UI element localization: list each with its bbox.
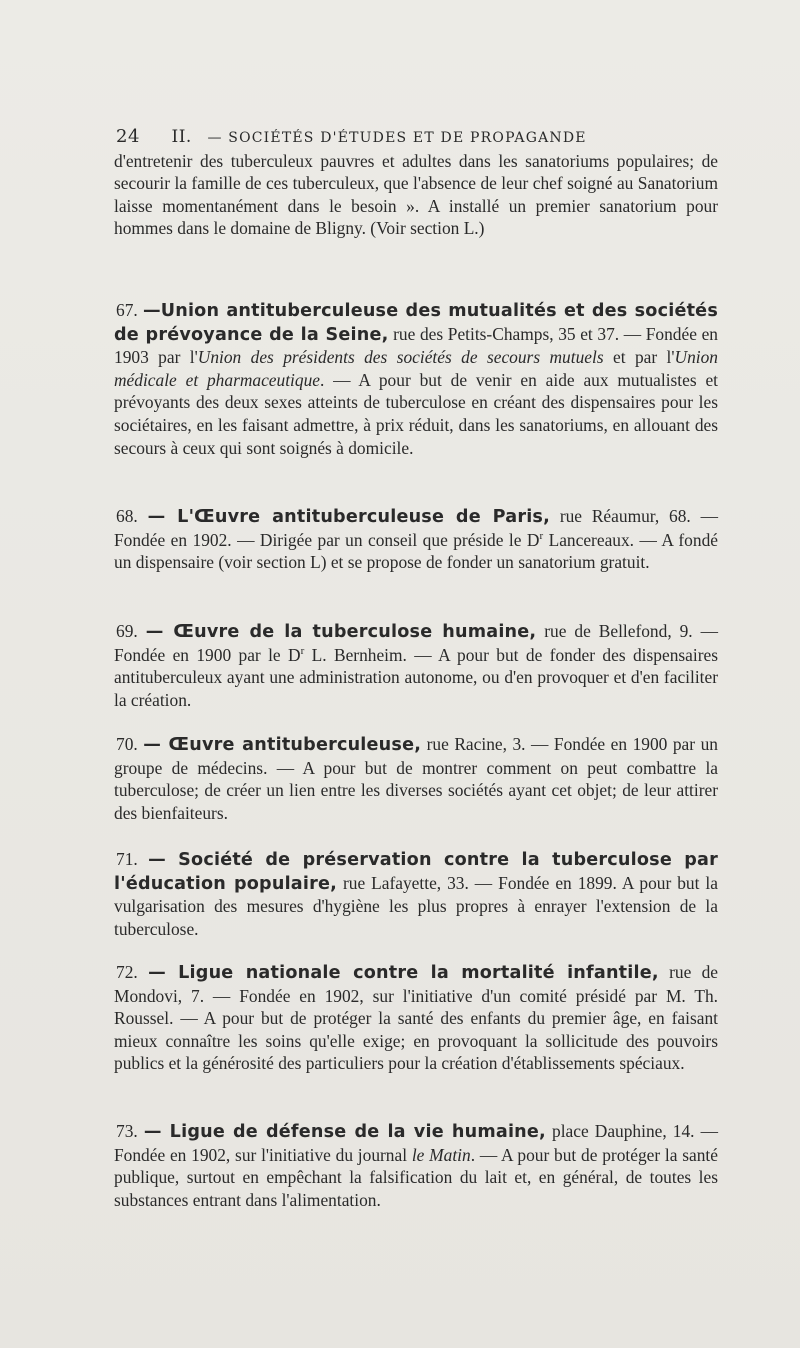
entry-73: 73. — Ligue de défense de la vie humaine, place Dauphine, 14. — Fondée en 1902, sur l'initiative du journal le Matin. — A pour but de protéger la santé publique, surtout en empêchant la falsification du lait et, en général, de toutes les substances entrant dans l'alimentation. — [114, 1121, 718, 1210]
entry-name: — Œuvre de la tuberculose humaine, — [145, 622, 537, 642]
entry-name: —Union antituberculeuse des mutualités et des sociétés de prévoyance de la Seine, — [114, 301, 718, 345]
entry-name: — L'Œuvre antituberculeuse de Paris, — [147, 507, 550, 527]
entry-68: 68. — L'Œuvre antituberculeuse de Paris, rue Réaumur, 68. — Fondée en 1902. — Dirigée par un conseil que préside le $D^r$ Lancereaux. — A fondé un dispensaire (voir section L) et se propose de fonder un sanatorium gratuit. — [114, 506, 718, 573]
entry-70: 70. — Œuvre antituberculeuse, rue Racine, 3. — Fondée en 1900 par un groupe de médecins. — A pour but de montrer comment on peut combattre la tuberculose; de créer un lien entre les diverses sociétés ayant cet objet; de leur attirer des bienfaiteurs. — [114, 734, 718, 823]
running-title: — SOCIÉTÉS D'ÉTUDES ET DE PROPAGANDE — [207, 130, 587, 146]
entry-number: 67. — [116, 300, 138, 320]
entry-number: 68. — [116, 506, 138, 526]
entry-number: 73. — [116, 1121, 138, 1141]
page-number: 24 — [116, 126, 140, 147]
entry-name: — Ligue nationale contre la mortalité infantile, — [148, 963, 659, 983]
section-numeral: II. — [171, 127, 192, 147]
intro-paragraph: d'entretenir des tuberculeux pauvres et adultes dans les sanatoriums populaires; de secourir la famille de ces tuberculeux, que l'absence de leur chef soigné au Sanatorium laisse momentanément dans le besoin ». A installé un premier sanatorium pour hommes dans le domaine de Bligny. (Voir section L.) — [114, 151, 718, 239]
entry-name: — Œuvre antituberculeuse, — [143, 735, 422, 755]
running-header — [116, 126, 716, 147]
entry-69: 69. — Œuvre de la tuberculose humaine, rue de Bellefond, 9. — Fondée en 1900 par le $D^r$ L. Bernheim. — A pour but de fonder des dispensaires antituberculeux ayant une administration autonome, ou d'en provoquer et d'en faciliter la création. — [114, 621, 718, 710]
entry-number: 70. — [116, 734, 138, 754]
entry-number: 71. — [116, 849, 138, 869]
entry-name: — Société de préservation contre la tuberculose par l'éducation populaire, — [114, 850, 718, 894]
entry-name: — Ligue de défense de la vie humaine, — [143, 1122, 546, 1142]
entry-number: 69. — [116, 621, 138, 641]
entry-71: 71. — Société de préservation contre la tuberculose par l'éducation populaire, rue Lafayette, 33. — Fondée en 1899. A pour but la vulgarisation des mesures d'hygiène les plus propres à enrayer l'extension de la tuberculose. — [114, 849, 718, 939]
entry-number: 72. — [116, 962, 138, 982]
entry-67: 67. —Union antituberculeuse des mutualités et des sociétés de prévoyance de la Seine, rue des Petits-Champs, 35 et 37. — Fondée en 1903 par l'Union des présidents des sociétés de secours mutuels et par l'Union médicale et pharmaceutique. — A pour but de venir en aide aux mutualistes et prévoyants des deux sexes atteints de tuberculose en créant des dispensaires pour les sociétaires, en les faisant admettre, à prix réduit, dans les sanatoriums, en allouant des secours à ceux qui sont soignés à domicile. — [114, 300, 718, 458]
entry-72: 72. — Ligue nationale contre la mortalité infantile, rue de Mondovi, 7. — Fondée en 1902, sur l'initiative d'un comité présidé par M. Th. Roussel. — A pour but de protéger la santé des enfants du premier âge, en faisant mieux connaître les soins qu'elle exige; en provoquant la sollicitude des pouvoirs publics et la générosité des particuliers pour la création d'établissements spéciaux. — [114, 962, 719, 1074]
